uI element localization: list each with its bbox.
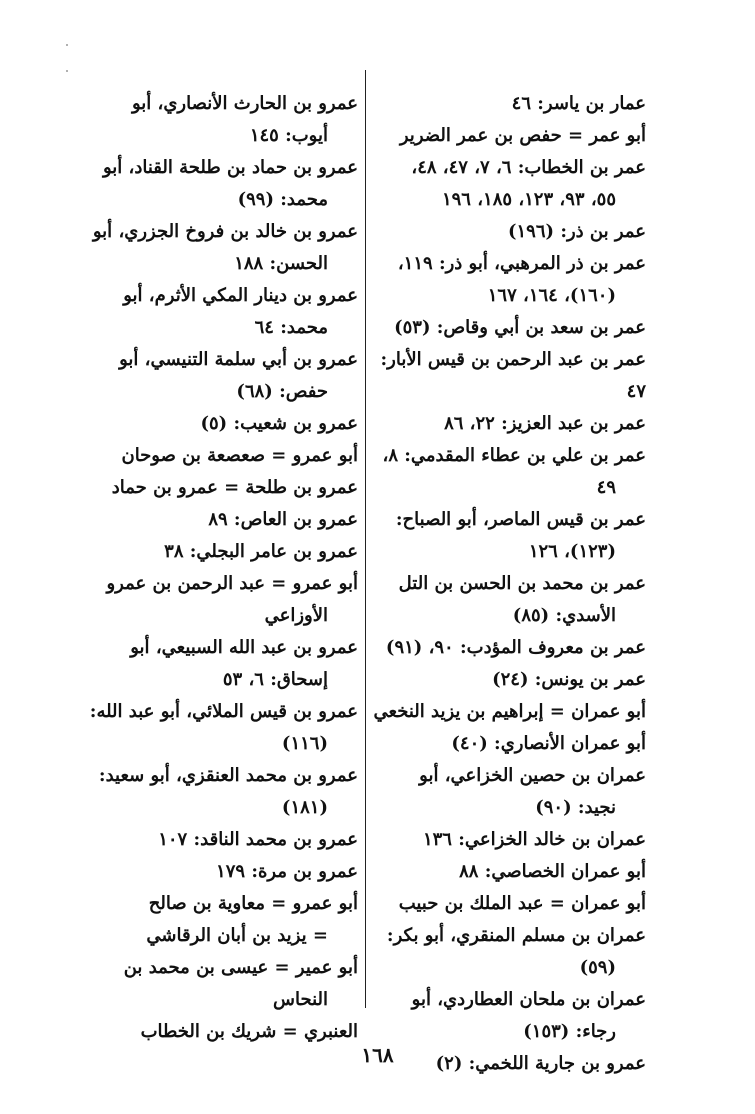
index-entry [80,216,358,280]
entry-text: عمر بن سعد بن أبي وقاص: (٥٣) [394,317,646,338]
index-entry [80,824,358,856]
entry-continuation: نجيد: (٩٠) [535,797,616,818]
entry-text: عمران بن حصين الخزاعي، أبو [419,765,646,786]
entry-text: عمر بن عبد العزيز: ٢٢، ٨٦ [444,413,646,434]
index-entry [80,504,358,536]
index-entry [80,536,358,568]
index-entry [80,440,358,472]
index-entry [372,248,646,312]
index-column-left [80,88,358,1042]
entry-text: عمرو بن محمد العنقزي، أبو سعيد: [98,765,358,786]
entry-text: عمر بن يونس: (٢٤) [492,669,646,690]
entry-continuation: محمد: (٩٩) [237,189,328,210]
entry-continuation: الأوزاعي [264,605,328,626]
index-entry [80,280,358,344]
entry-text: أبو عمران = إبراهيم بن يزيد النخعي [373,701,646,722]
entry-continuation: أيوب: ١٤٥ [249,125,328,146]
index-entry [80,152,358,216]
page-number: ١٦٨ [361,1043,394,1067]
index-entry [80,632,358,696]
entry-text: عمرو بن العاص: ٨٩ [208,509,358,530]
entry-text: عمرو بن عامر البجلي: ٣٨ [164,541,358,562]
entry-text: عمر بن معروف المؤدب: ٩٠، (٩١) [385,637,646,658]
entry-text: عمرو بن الحارث الأنصاري، أبو [131,93,358,114]
index-entry [80,408,358,440]
index-entry [80,888,358,952]
entry-continuation: (١٨١) [281,797,328,818]
entry-continuation: محمد: ٦٤ [254,317,328,338]
entry-text: أبو عمران الخصاصي: ٨٨ [459,861,646,882]
entry-text: عمرو بن محمد الناقد: ١٠٧ [158,829,358,850]
entry-continuation: إسحاق: ٦، ٥٣ [222,669,328,690]
entry-text: عمران بن خالد الخزاعي: ١٣٦ [422,829,646,850]
entry-text: عمر بن عبد الرحمن بن قيس الأبار: ٤٧ [380,349,646,402]
index-entry [372,344,646,408]
entry-text: عمرو بن أبي سلمة التنيسي، أبو [119,349,358,370]
index-entry [372,760,646,824]
entry-continuation: الأسدي: (٨٥) [512,605,616,626]
index-entry [372,984,646,1048]
entry-continuation: (١٢٣)، ١٢٦ [528,541,616,562]
scan-speck [66,70,68,72]
entry-text: العنبري = شريك بن الخطاب [140,1021,358,1042]
index-entry [80,344,358,408]
entry-text: عمر بن ذر: (١٩٦) [507,221,646,242]
index-entry [372,312,646,344]
index-entry [80,760,358,824]
index-entry [80,696,358,760]
index-entry [372,632,646,664]
index-entry [80,472,358,504]
index-entry [372,216,646,248]
entry-continuation: ٤٩ [596,477,616,498]
index-entry [372,504,646,568]
index-entry [372,568,646,632]
entry-text: عمرو بن حماد بن طلحة القناد، أبو [102,157,358,178]
index-entry [372,728,646,760]
entry-text: عمار بن ياسر: ٤٦ [511,93,646,114]
entry-continuation: = يزيد بن أبان الرقاشي [146,925,328,946]
entry-text: عمرو بن قيس الملائي، أبو عبد الله: [89,701,358,722]
entry-text: عمرو بن مرة: ١٧٩ [216,861,358,882]
index-entry [372,664,646,696]
entry-continuation: الحسن: ١٨٨ [234,253,328,274]
entry-text: عمران بن ملحان العطاردي، أبو [411,989,646,1010]
index-entry [372,120,646,152]
entry-text: أبو عمر = حفص بن عمر الضرير [399,125,646,146]
index-entry [80,856,358,888]
entry-continuation: حفص: (٦٨) [236,381,328,402]
index-entry [372,856,646,888]
entry-continuation: (١١٦) [281,733,328,754]
entry-text: عمر بن علي بن عطاء المقدمي: ٨، [382,445,646,466]
entry-text: عمر بن قيس الماصر، أبو الصباح: [395,509,646,530]
entry-text: عمرو بن جارية اللخمي: (٢) [435,1053,646,1074]
entry-text: عمرو بن عبد الله السبيعي، أبو [130,637,358,658]
entry-text: عمرو بن دينار المكي الأثرم، أبو [123,285,358,306]
entry-text: عمر بن ذر المرهبي، أبو ذر: ١١٩، [397,253,646,274]
entry-continuation: رجاء: (١٥٣) [523,1021,616,1042]
entry-text: عمر بن محمد بن الحسن بن التل [398,573,646,594]
entry-text: أبو عمرو = عبد الرحمن بن عمرو [106,573,358,594]
entry-continuation: (٥٩) [579,957,616,978]
entry-text: عمرو بن طلحة = عمرو بن حماد [111,477,358,498]
entry-continuation: (١٦٠)، ١٦٤، ١٦٧ [487,285,616,306]
index-entry [80,88,358,152]
index-entry [372,440,646,504]
scan-speck [66,44,68,46]
column-divider [365,70,366,1008]
entry-text: عمرو بن شعيب: (٥) [200,413,358,434]
index-entry [372,408,646,440]
entry-text: أبو عمران الأنصاري: (٤٠) [451,733,646,754]
entry-text: أبو عمران = عبد الملك بن حبيب [398,893,646,914]
index-entry [372,152,646,216]
entry-continuation: ٥٥، ٩٣، ١٢٣، ١٨٥، ١٩٦ [441,189,616,210]
index-entry [372,920,646,984]
entry-text: عمرو بن خالد بن فروخ الجزري، أبو [92,221,358,242]
entry-text: عمران بن مسلم المنقري، أبو بكر: [386,925,646,946]
index-entry [80,952,358,1016]
index-entry [372,824,646,856]
entry-text: عمر بن الخطاب: ٦، ٧، ٤٧، ٤٨، [411,157,646,178]
index-entry [372,696,646,728]
index-entry [372,888,646,920]
index-entry [372,88,646,120]
entry-continuation: النحاس [273,989,328,1010]
index-entry [80,568,358,632]
entry-text: أبو عمير = عيسى بن محمد بن [123,957,358,978]
entry-text: أبو عمرو = معاوية بن صالح [148,893,358,914]
entry-text: أبو عمرو = صعصعة بن صوحان [121,445,358,466]
